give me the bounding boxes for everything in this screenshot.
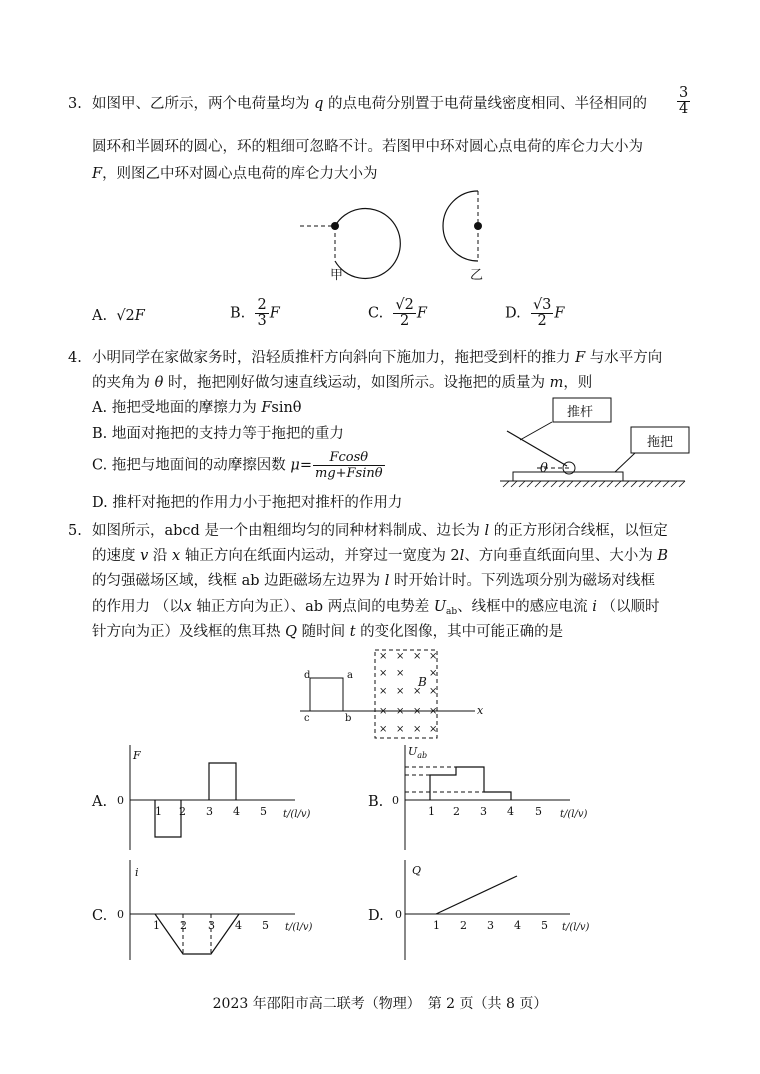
field-cross: × [429,668,438,679]
q5-line5: 针方向为正）及线框的焦耳热 Q 随时间 t 的变化图像，其中可能正确的是 [92,624,564,640]
tick-1: 1 [428,805,435,818]
q5-line4: 的作用力 （以x 轴正方向为正）、ab 两点间的电势差 $U_{ab}$、线框中的感应电流 i （以顺时 [92,599,660,617]
graph-a-ylabel: F [133,749,141,762]
tick-5: 5 [260,805,267,818]
graph-a-xlabel: t/(l/v) [283,809,311,820]
tick-3: 3 [206,805,213,818]
q4-option-b[interactable]: B. 地面对拖把的支持力等于拖把的重力 [92,426,344,442]
tick-3: 3 [208,919,215,932]
q4-option-d[interactable]: D. 推杆对拖把的作用力小于拖把对推杆的作用力 [92,495,403,511]
label-rod: 推杆 [567,405,594,420]
graph-d-ylabel: Q [412,864,422,877]
graph-a[interactable] [115,745,315,855]
graph-b[interactable] [390,745,600,855]
q4-number: 4. [68,350,82,366]
graph-c-letter[interactable]: C. [92,908,108,924]
x-axis-label: x [477,704,484,717]
point-charge-jia [331,222,339,230]
field-cross: × [396,706,405,717]
q3-number: 3. [68,96,82,112]
field-cross: × [413,706,422,717]
q3-option-a[interactable]: A. √2F [92,308,145,324]
graph-c-ylabel: i [135,866,139,879]
tick-4: 4 [233,805,240,818]
q4-line2: 的夹角为 θ 时，拖把刚好做匀速直线运动，如图所示。设拖把的质量为 m，则 [92,375,593,391]
field-cross: × [379,668,388,679]
tick-1: 1 [153,919,160,932]
tick-1: 1 [155,805,162,818]
label-jia: 甲 [330,268,344,283]
field-cross: × [429,651,438,662]
q5-line2: 的速度 v 沿 x 轴正方向在纸面内运动，并穿过一宽度为 2l、方向垂直纸面向里、大小为 B [92,548,669,564]
tick-5: 5 [535,805,542,818]
graph-c-curve [155,914,239,954]
q5-field-figure [295,648,495,743]
graph-b-letter[interactable]: B. [368,794,384,810]
push-rod [507,431,567,466]
field-cross: × [379,706,388,717]
corner-d: d [304,670,311,681]
graph-d-zero: 0 [395,908,402,921]
field-cross: × [413,724,422,735]
q3-option-b[interactable]: B. $\frac{2}{3}$ F [230,297,280,329]
q3-fraction: $\frac{3}{4}$ [679,85,689,117]
graph-a-letter[interactable]: A. [92,794,108,810]
graph-d-xlabel: t/(l/v) [562,922,590,933]
q3-option-c[interactable]: C. $\frac{√2}{2}$ F [368,297,427,329]
field-cross: × [429,706,438,717]
graph-d-ticks [433,919,548,932]
graph-b-curve [430,767,511,800]
q5-line1: 如图所示，abcd 是一个由粗细均匀的同种材料制成、边长为 l 的正方形闭合线框，以恒定 [92,523,668,539]
tick-2: 2 [180,919,187,932]
tick-2: 2 [460,919,467,932]
graph-c[interactable] [115,860,315,970]
tick-1: 1 [433,919,440,932]
q5-line3: 的匀强磁场区域，线框 ab 边距磁场左边界为 l 时开始计时。下列选项分别为磁场对线框 [92,573,656,589]
graph-d-letter[interactable]: D. [368,908,384,924]
label-mop: 拖把 [647,435,674,450]
point-charge-yi [474,222,482,230]
field-cross: × [379,651,388,662]
graph-b-ylabel: $U_{ab}$ [408,745,428,760]
q3-line1: 如图甲、乙所示，两个电荷量均为 q 的点电荷分别置于电荷量线密度相同、半径相同的 [92,96,648,112]
tick-4: 4 [514,919,521,932]
tick-5: 5 [262,919,269,932]
graph-d-curve [436,876,517,914]
graph-b-xlabel: t/(l/v) [560,809,588,820]
ring-three-quarter-figure [300,209,400,279]
label-theta: θ [540,461,548,476]
field-crosses [379,651,437,735]
q3-line3: F，则图乙中环对圆心点电荷的库仑力大小为 [92,166,378,182]
corner-b: b [345,713,352,724]
ground-hatching [503,481,685,487]
label-yi: 乙 [470,268,484,283]
corner-c: c [304,713,310,724]
field-cross: × [396,724,405,735]
tick-3: 3 [480,805,487,818]
graph-a-pos-pulse [209,763,236,800]
field-cross: × [379,686,388,697]
field-cross: × [413,651,422,662]
graph-c-zero: 0 [117,908,124,921]
field-cross: × [396,668,405,679]
mop-head [513,472,623,481]
field-label-B: B [418,675,427,689]
tick-2: 2 [453,805,460,818]
graph-a-zero: 0 [117,794,124,807]
corner-a: a [347,670,353,681]
q3-figures [290,190,500,290]
q3-option-d[interactable]: D. $\frac{√3}{2}$ F [505,297,565,329]
tick-3: 3 [487,919,494,932]
tick-5: 5 [541,919,548,932]
field-cross: × [429,686,438,697]
field-cross: × [396,651,405,662]
square-loop [310,678,343,711]
field-cross: × [379,724,388,735]
tick-2: 2 [179,805,186,818]
graph-a-ticks [155,805,267,818]
field-cross: × [413,686,422,697]
field-cross: × [396,686,405,697]
graph-b-zero: 0 [392,794,399,807]
q4-option-a[interactable]: A. 拖把受地面的摩擦力为 Fsinθ [92,400,302,416]
graph-c-xlabel: t/(l/v) [285,922,313,933]
tick-4: 4 [235,919,242,932]
q3-line2: 圆环和半圆环的圆心，环的粗细可忽略不计。若图甲中环对圆心点电荷的库仑力大小为 [92,139,643,155]
q4-option-c[interactable]: C. 拖把与地面间的动摩擦因数 μ= $\frac{Fcos\theta}{mg+Fsin\theta}$ [92,450,383,481]
graph-b-ticks [428,805,542,818]
graph-d[interactable] [390,860,600,970]
field-cross: × [429,724,438,735]
q5-number: 5. [68,523,82,539]
ring-half-figure [443,191,482,261]
q4-line1: 小明同学在家做家务时，沿轻质推杆方向斜向下施加力，拖把受到杆的推力 F 与水平方向 [92,350,663,366]
tick-4: 4 [507,805,514,818]
page-footer: 2023 年邵阳市高二联考（物理） 第 2 页（共 8 页） [212,996,548,1012]
